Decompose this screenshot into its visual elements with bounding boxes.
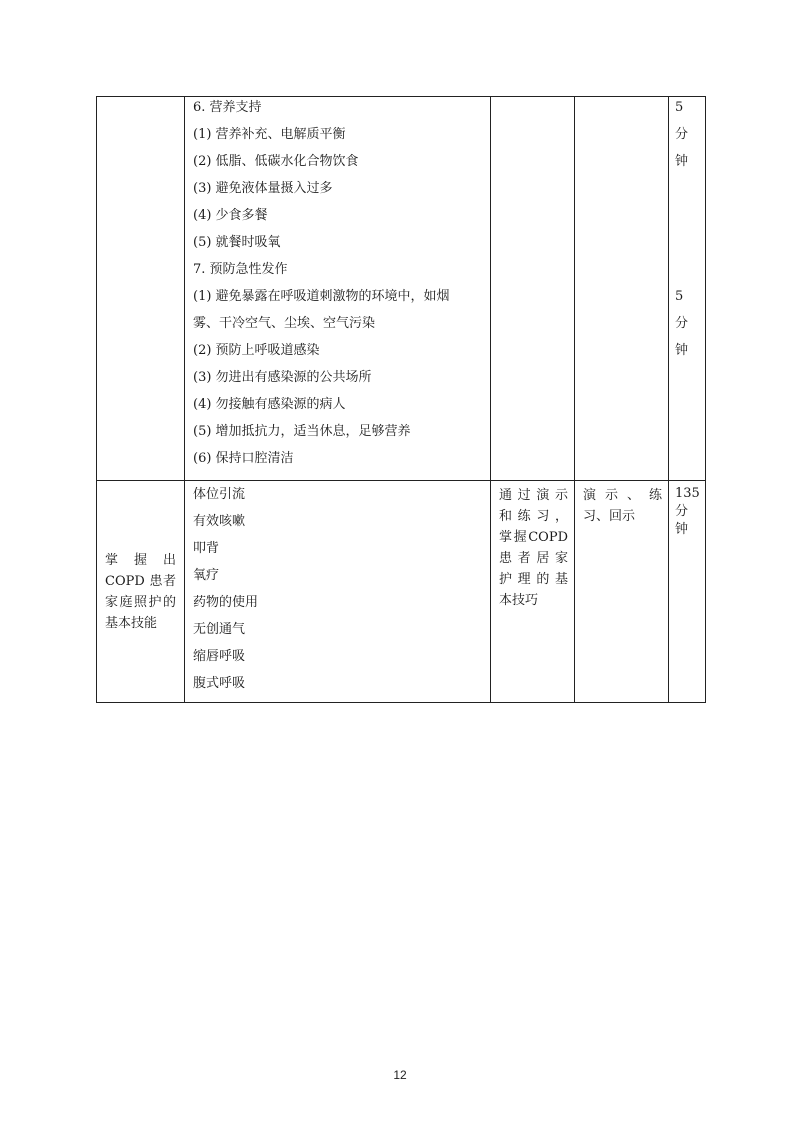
content-line: 体位引流 xyxy=(193,487,246,502)
time-unit: 分 xyxy=(675,316,689,331)
time-unit: 钟 xyxy=(675,343,689,358)
content-line: (1) 营养补充、电解质平衡 xyxy=(193,127,346,142)
time-block-nutrition xyxy=(669,94,705,175)
time-unit: 分 xyxy=(675,127,689,142)
table-row xyxy=(97,481,706,703)
goal-line: COPD 患者 xyxy=(105,573,176,589)
method-cell xyxy=(491,481,575,703)
content-line: (3) 避免液体量摄入过多 xyxy=(193,181,333,196)
method-cell-empty xyxy=(491,97,575,481)
method-line: 和练习， xyxy=(499,509,568,524)
content-line: (3) 勿进出有感染源的公共场所 xyxy=(193,370,372,385)
goal-line: 掌 握 出 xyxy=(105,552,176,568)
spacer xyxy=(669,175,705,283)
time-value: 5 xyxy=(675,289,684,304)
time-unit: 分 xyxy=(675,504,689,519)
content-line: (1) 避免暴露在呼吸道刺激物的环境中，如烟 xyxy=(193,289,450,304)
goal-cell xyxy=(97,481,185,703)
time-value: 5 xyxy=(675,100,684,115)
method-line: 本技巧 xyxy=(499,593,539,608)
content-line: 有效咳嗽 xyxy=(193,514,246,529)
time-cell xyxy=(669,97,706,481)
content-line: (4) 少食多餐 xyxy=(193,208,268,223)
method-line: 护理的基 xyxy=(499,572,568,587)
method-line: 患者居家 xyxy=(499,551,568,566)
activity-cell-empty xyxy=(575,97,669,481)
content-line: 7. 预防急性发作 xyxy=(193,262,288,277)
content-cell xyxy=(185,97,491,481)
page-number: 12 xyxy=(393,1068,407,1082)
lesson-plan-table xyxy=(96,96,706,703)
content-line: 6. 营养支持 xyxy=(193,100,262,115)
content-line: (2) 预防上呼吸道感染 xyxy=(193,343,320,358)
content-line: 雾、干冷空气、尘埃、空气污染 xyxy=(193,316,376,331)
method-line: 掌握COPD xyxy=(499,530,568,545)
time-value: 135 xyxy=(675,486,700,501)
content-line: 叩背 xyxy=(193,541,220,556)
goal-line: 基本技能 xyxy=(105,615,158,631)
content-line: 缩唇呼吸 xyxy=(193,649,246,664)
content-line: (6) 保持口腔清洁 xyxy=(193,451,294,466)
goal-cell-empty xyxy=(97,97,185,481)
table-row xyxy=(97,97,706,481)
method-line: 通过演示 xyxy=(499,488,568,503)
time-unit: 钟 xyxy=(675,154,689,169)
activity-line: 演 示 、 练 xyxy=(583,488,662,503)
activity-cell xyxy=(575,481,669,703)
content-line: 药物的使用 xyxy=(193,595,259,610)
goal-line: 家庭照护的 xyxy=(105,594,176,610)
content-line: (4) 勿接触有感染源的病人 xyxy=(193,397,346,412)
time-cell xyxy=(669,481,706,703)
content-line: 腹式呼吸 xyxy=(193,676,246,691)
content-cell xyxy=(185,481,491,703)
time-block-prevention xyxy=(669,283,705,364)
time-unit: 钟 xyxy=(675,522,689,537)
content-line: (5) 增加抵抗力，适当休息，足够营养 xyxy=(193,424,411,439)
activity-line: 习、回示 xyxy=(583,509,636,524)
content-line: 无创通气 xyxy=(193,622,246,637)
content-line: (2) 低脂、低碳水化合物饮食 xyxy=(193,154,359,169)
content-line: (5) 就餐时吸氧 xyxy=(193,235,281,250)
content-line: 氧疗 xyxy=(193,568,220,583)
